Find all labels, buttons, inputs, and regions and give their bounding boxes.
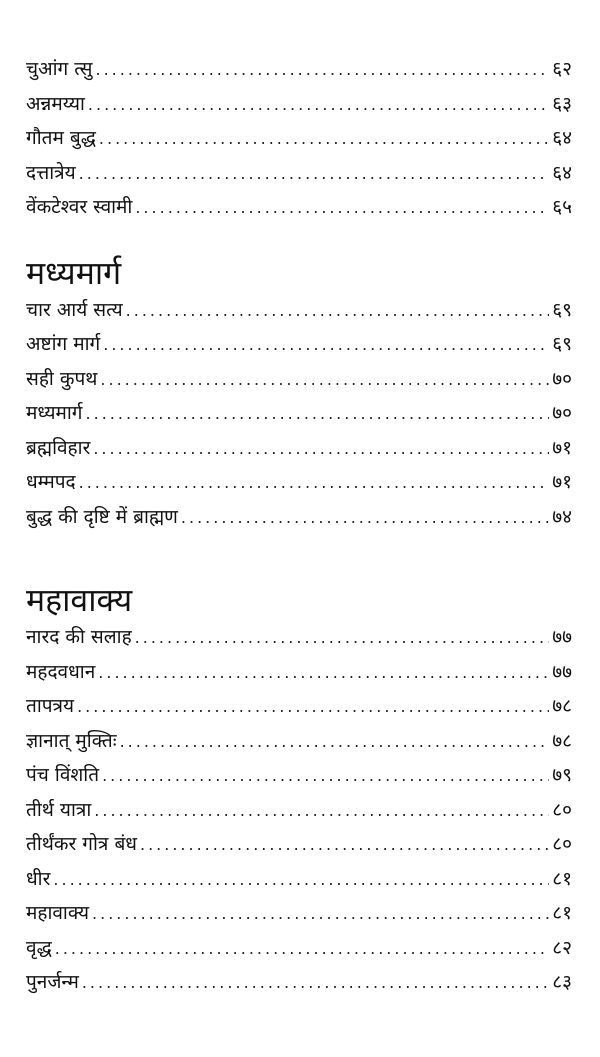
dot-leader bbox=[86, 397, 550, 432]
toc-entry[interactable] bbox=[26, 121, 572, 156]
section-heading: महावाक्य bbox=[26, 581, 133, 619]
toc-entry[interactable] bbox=[26, 52, 572, 87]
toc-entry[interactable] bbox=[26, 465, 572, 500]
dot-leader bbox=[92, 897, 549, 932]
entry-title: धीर bbox=[26, 867, 51, 890]
toc-entry[interactable] bbox=[26, 362, 572, 397]
entry-title: अन्नमय्या bbox=[26, 92, 85, 115]
entry-page-number: ६९ bbox=[552, 298, 572, 321]
dot-leader bbox=[140, 828, 549, 863]
toc-entry[interactable] bbox=[26, 965, 572, 1000]
toc-group-continued bbox=[26, 52, 572, 225]
entry-page-number: ७७ bbox=[552, 660, 572, 683]
dot-leader bbox=[82, 966, 549, 1001]
toc-entry[interactable] bbox=[26, 156, 572, 191]
entry-page-number: ८२ bbox=[552, 936, 572, 959]
entry-title: तीर्थंकर गोत्र बंध bbox=[26, 833, 137, 855]
dot-leader bbox=[96, 53, 550, 88]
entry-page-number: ६३ bbox=[552, 92, 572, 115]
entry-title: बुद्ध की दृष्टि में ब्राह्मण bbox=[26, 505, 178, 528]
entry-title: वृद्ध bbox=[26, 936, 52, 959]
entry-page-number: ७७ bbox=[552, 626, 572, 648]
entry-title: महावाक्य bbox=[26, 902, 90, 924]
entry-page-number: ७८ bbox=[552, 729, 572, 752]
entry-title: ब्रह्मविहार bbox=[26, 436, 91, 459]
dot-leader bbox=[77, 690, 549, 725]
entry-page-number: ८० bbox=[552, 833, 572, 855]
section-spacer bbox=[26, 225, 572, 253]
section-heading: मध्यमार्ग bbox=[26, 253, 122, 292]
dot-leader bbox=[98, 656, 549, 691]
entry-page-number: ८० bbox=[552, 798, 572, 821]
dot-leader bbox=[99, 122, 549, 157]
dot-leader bbox=[53, 863, 549, 898]
toc-section-mahavakya bbox=[26, 580, 572, 1000]
entry-title: नारद की सलाह bbox=[26, 626, 132, 648]
entry-page-number: ८१ bbox=[552, 867, 572, 890]
dot-leader bbox=[100, 363, 549, 398]
toc-entry[interactable] bbox=[26, 724, 572, 759]
entry-title: दत्तात्रेय bbox=[26, 161, 76, 184]
table-of-contents bbox=[26, 52, 572, 1000]
entry-title: ज्ञानात् मुक्तिः bbox=[26, 729, 117, 752]
section-spacer bbox=[26, 534, 572, 580]
dot-leader bbox=[88, 88, 549, 123]
entry-page-number: ६९ bbox=[552, 333, 572, 355]
entry-page-number: ७० bbox=[552, 367, 572, 390]
entry-page-number: ६४ bbox=[552, 127, 572, 149]
entry-page-number: ६४ bbox=[552, 161, 572, 184]
entry-page-number: ६२ bbox=[552, 58, 572, 80]
dot-leader bbox=[55, 932, 549, 967]
dot-leader bbox=[135, 621, 550, 656]
toc-entry[interactable] bbox=[26, 87, 572, 122]
dot-leader bbox=[79, 466, 550, 501]
entry-title: धम्मपद bbox=[26, 471, 76, 493]
toc-entry[interactable] bbox=[26, 793, 572, 828]
toc-entry[interactable] bbox=[26, 655, 572, 690]
dot-leader bbox=[120, 725, 550, 760]
toc-entry[interactable] bbox=[26, 190, 572, 225]
entry-title: अष्टांग मार्ग bbox=[26, 333, 101, 355]
entry-title: चुआंग त्सु bbox=[26, 58, 93, 80]
entry-page-number: ८३ bbox=[552, 971, 572, 993]
entry-page-number: ८१ bbox=[552, 902, 572, 924]
entry-title: मध्यमार्ग bbox=[26, 402, 83, 424]
dot-leader bbox=[181, 501, 549, 536]
dot-leader bbox=[93, 432, 549, 467]
entry-page-number: ७९ bbox=[552, 764, 572, 786]
entry-page-number: ७८ bbox=[552, 695, 572, 717]
toc-entry[interactable] bbox=[26, 396, 572, 431]
entry-title: तापत्रय bbox=[26, 695, 75, 717]
entry-page-number: ७४ bbox=[552, 505, 572, 528]
entry-title: चार आर्य सत्य bbox=[26, 298, 123, 321]
entry-title: महदवधान bbox=[26, 660, 96, 683]
toc-entry[interactable] bbox=[26, 827, 572, 862]
toc-entry[interactable] bbox=[26, 758, 572, 793]
toc-section-madhyamarg bbox=[26, 253, 572, 535]
entry-page-number: ६५ bbox=[552, 196, 572, 218]
entry-title: वेंकटेश्वर स्वामी bbox=[26, 196, 133, 218]
toc-entry[interactable] bbox=[26, 293, 572, 328]
dot-leader bbox=[94, 794, 549, 829]
toc-entry[interactable] bbox=[26, 431, 572, 466]
entry-title: पंच विंशति bbox=[26, 764, 100, 786]
dot-leader bbox=[135, 191, 549, 226]
entry-title: सही कुपथ bbox=[26, 367, 98, 390]
toc-entry[interactable] bbox=[26, 896, 572, 931]
toc-entry[interactable] bbox=[26, 500, 572, 535]
dot-leader bbox=[126, 294, 550, 329]
toc-entry[interactable] bbox=[26, 327, 572, 362]
dot-leader bbox=[103, 328, 549, 363]
entry-page-number: ७१ bbox=[552, 471, 572, 493]
dot-leader bbox=[79, 157, 550, 192]
toc-entry[interactable] bbox=[26, 862, 572, 897]
entry-page-number: ७० bbox=[552, 402, 572, 424]
toc-entry[interactable] bbox=[26, 620, 572, 655]
entry-title: तीर्थ यात्रा bbox=[26, 798, 92, 821]
entry-title: गौतम बुद्ध bbox=[26, 127, 96, 149]
entry-title: पुनर्जन्म bbox=[26, 971, 79, 993]
toc-entry[interactable] bbox=[26, 931, 572, 966]
entry-page-number: ७१ bbox=[552, 436, 572, 459]
dot-leader bbox=[102, 759, 549, 794]
toc-entry[interactable] bbox=[26, 689, 572, 724]
